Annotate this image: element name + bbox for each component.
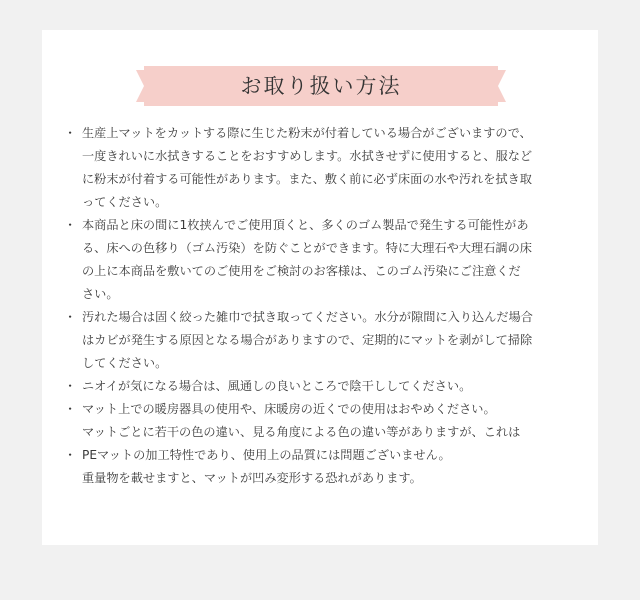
instruction-text-line: る、床への色移り（ゴム汚染）を防ぐことができます。特に大理石や大理石調の床 <box>82 241 532 255</box>
bullet-mark: ・ <box>64 402 77 416</box>
bullet-mark: ・ <box>64 310 77 324</box>
page-title: お取り扱い方法 <box>240 74 402 98</box>
instruction-text-line: ってください。 <box>82 195 168 209</box>
instruction-text-line: してください。 <box>82 356 168 370</box>
care-instructions-card <box>42 30 598 545</box>
instruction-text-line: はカビが発生する原因となる場合がありますので、定期的にマットを剥がして掃除 <box>82 333 533 347</box>
instruction-text-line: さい。 <box>82 287 119 301</box>
instruction-text-line: ニオイが気になる場合は、風通しの良いところで陰干ししてください。 <box>82 379 472 393</box>
instruction-text-line: 本商品と床の間に1枚挟んでご使用頂くと、多くのゴム製品で発生する可能性があ <box>82 218 529 232</box>
bullet-mark: ・ <box>64 218 77 232</box>
instruction-text-line: の上に本商品を敷いてのご使用をご検討のお客様は、このゴム汚染にご注意くだ <box>82 264 521 278</box>
bullet-mark: ・ <box>64 379 77 393</box>
instruction-text-line: PEマットの加工特性であり、使用上の品質には問題ございません。 <box>82 448 451 462</box>
instruction-item <box>64 122 584 214</box>
bullet-mark: ・ <box>64 126 77 140</box>
instruction-text-line: マット上での暖房器具の使用や、床暖房の近くでの使用はおやめください。 <box>82 402 496 416</box>
instruction-text-line: 重量物を載せますと、マットが凹み変形する恐れがあります。 <box>82 471 422 485</box>
title-ribbon <box>136 66 506 106</box>
instruction-item <box>64 398 584 444</box>
instruction-text-line: 生産上マットをカットする際に生じた粉末が付着している場合がございますので、 <box>82 126 532 140</box>
instruction-item <box>64 214 584 306</box>
instruction-text-line: 一度きれいに水拭きすることをおすすめします。水拭きせずに使用すると、服など <box>82 149 533 163</box>
instruction-text-line: に粉末が付着する可能性があります。また、敷く前に必ず床面の水や汚れを拭き取 <box>82 172 532 186</box>
instruction-item <box>64 375 584 398</box>
bullet-mark: ・ <box>64 448 77 462</box>
instruction-item <box>64 444 584 490</box>
instruction-text-line: マットごとに若干の色の違い、見る角度による色の違い等がありますが、これは <box>82 425 521 439</box>
instruction-text-line: 汚れた場合は固く絞った雑巾で拭き取ってください。水分が隙間に入り込んだ場合 <box>82 310 533 324</box>
instruction-list <box>64 122 584 490</box>
instruction-item <box>64 306 584 375</box>
